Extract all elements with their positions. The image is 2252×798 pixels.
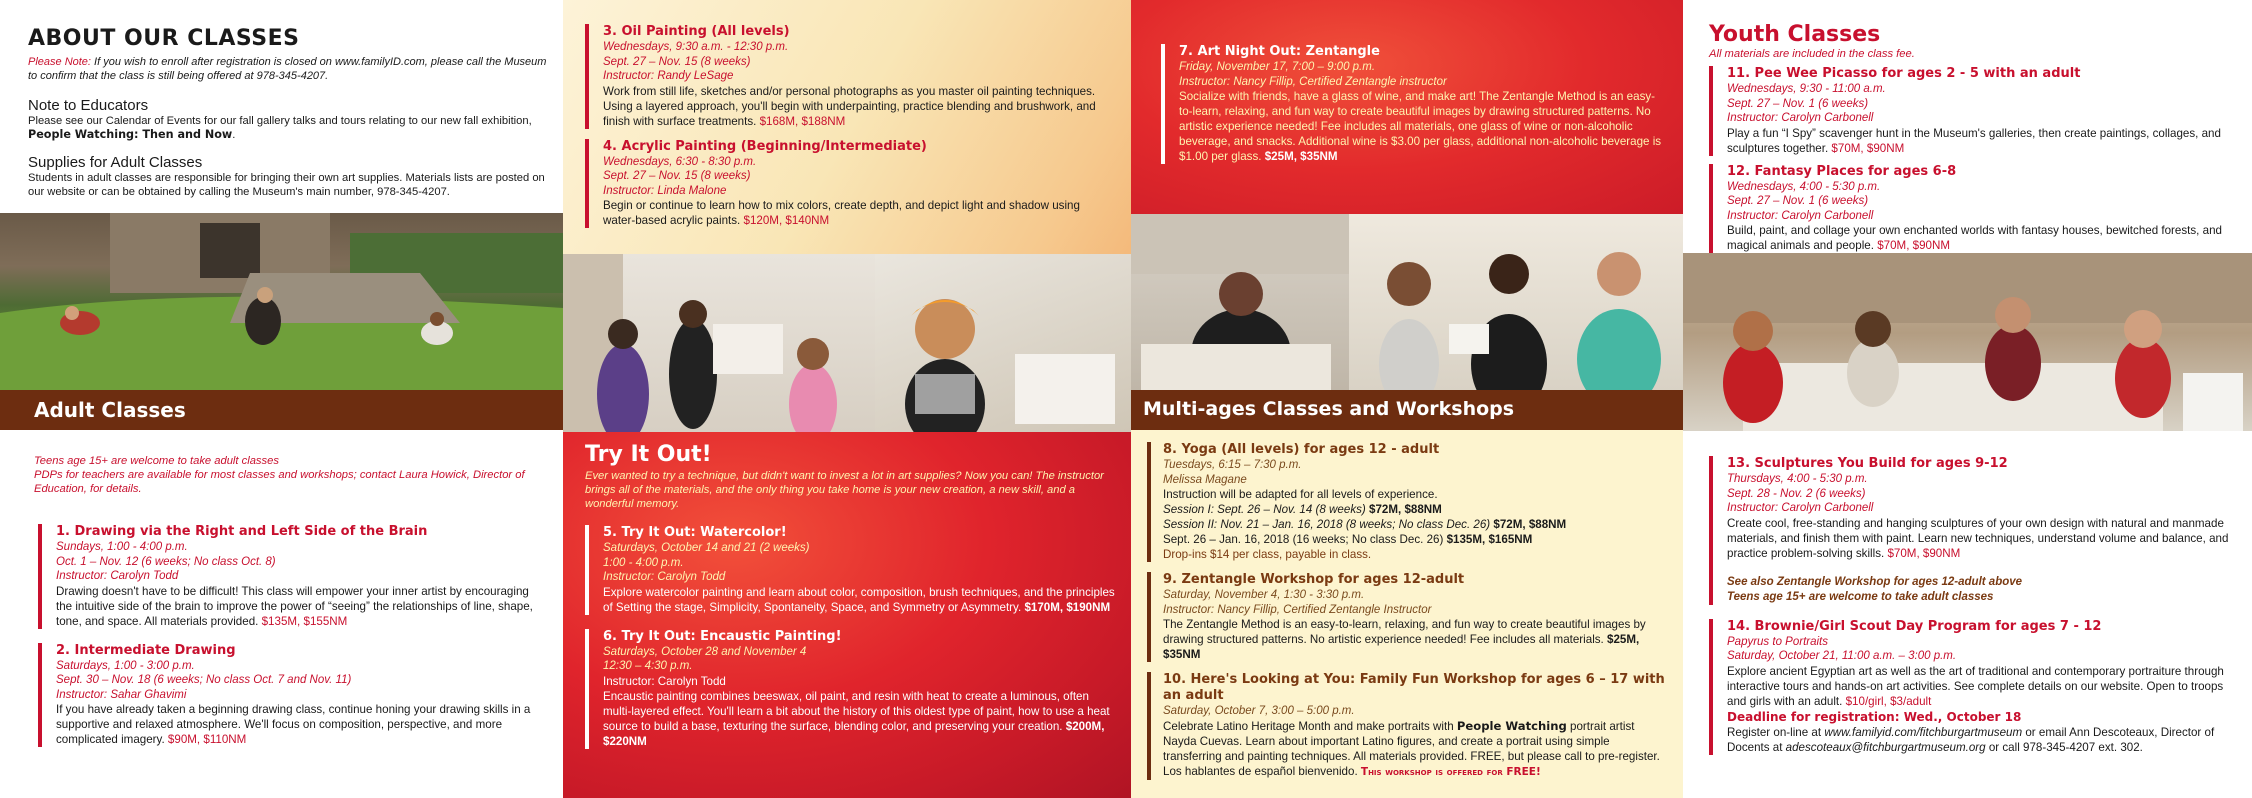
course-schedule: Wednesdays, 6:30 - 8:30 p.m. — [603, 155, 757, 168]
course-dates: Sept. 27 – Nov. 15 (8 weeks) — [603, 55, 751, 68]
zentangle-photo-2 — [1349, 214, 1683, 390]
course-title: 3. Oil Painting (All levels) — [603, 24, 790, 39]
panel-about-adult — [0, 0, 563, 798]
course-price: $25M, $35NM — [1264, 150, 1338, 163]
course-price: $10/girl, $3/adult — [1845, 694, 1932, 708]
course-schedule: Saturday, October 21, 11:00 a.m. – 3:00 p.m. — [1727, 650, 1957, 662]
course-price: $135M, $155NM — [261, 614, 348, 628]
course-title: 9. Zentangle Workshop for ages 12-adult — [1163, 572, 1465, 587]
program-name: Papyrus to Portraits — [1727, 635, 1828, 648]
course-schedule: Wednesdays, 9:30 a.m. - 12:30 p.m. — [603, 41, 789, 53]
course-desc: Work from still life, sketches and/or personal photographs as you master oil painting techniques. Using a layered approach, you'll begin with underpainting, practice blending and brushwork, and finish with surface treatments. $168M, $188NM — [603, 84, 1096, 128]
garden-photo — [0, 213, 563, 390]
registration-info: Register on-line at www.familyid.com/fitchburgartmuseum or email Ann Descoteaux, Director of Docents at adescoteaux@fitchburgartmuseum.org or call 978-345-4207 ext. 302. — [1727, 725, 2215, 754]
course-schedule: Saturdays, 1:00 - 3:00 p.m. — [56, 659, 195, 672]
course-3 — [585, 24, 1105, 129]
educators-text: Please see our Calendar of Events for our fall gallery talks and tours relating to our new fall exhibition, People Watching: Then and Now. — [28, 115, 532, 141]
see-also-2: Teens age 15+ are welcome to take adult classes — [1727, 590, 1994, 603]
course-title: 2. Intermediate Drawing — [56, 642, 236, 658]
course-title: 6. Try It Out: Encaustic Painting! — [603, 628, 842, 644]
yoga-session-3: Sept. 26 – Jan. 16, 2018 (16 weeks; No class Dec. 26) $135M, $165NM — [1163, 533, 1533, 546]
panel-painting-tryitout — [563, 0, 1131, 798]
course-14 — [1709, 619, 2239, 755]
course-desc: The Zentangle Method is an easy-to-learn, relaxing, and fun way to create beautiful images by drawing structured patterns. No artistic experience needed! Fee includes all materials. $25M, $35NM — [1163, 618, 1646, 661]
course-price: $120M, $140NM — [743, 214, 830, 227]
course-12 — [1709, 164, 2239, 254]
course-price: $90M, $110NM — [167, 733, 247, 746]
supplies-text: Students in adult classes are responsible for bringing their own art supplies. Materials lists are posted on our website or can be obtained by calling the Museum's main number, 978-345-4207. — [28, 172, 545, 198]
about-note — [28, 55, 548, 83]
course-instructor: Instructor: Carolyn Todd — [603, 674, 726, 688]
see-also-1: See also Zentangle Workshop for ages 12-adult above — [1727, 575, 2023, 588]
course-title: 4. Acrylic Painting (Beginning/Intermediate) — [603, 138, 927, 154]
course-instructor: Instructor: Carolyn Carbonell — [1727, 502, 1874, 514]
panel-youth — [1683, 0, 2252, 798]
course-price: $70M, $90NM — [1887, 546, 1961, 560]
yoga-session-1: Session I: Sept. 26 – Nov. 14 (8 weeks) $72M, $88NM — [1163, 503, 1442, 516]
youth-classroom-photo — [1683, 253, 2252, 431]
course-desc: Celebrate Latino Heritage Month and make portraits with People Watching portrait artist Nayda Cuevas. Learn about important Latino figures, and create a portrait using simple transferring and painting techniques. All materials provided. FREE, but please call to pre-register. Los hablantes de español bienvenido. This workshop is offered for FREE! — [1163, 718, 1660, 778]
course-dates: Oct. 1 – Nov. 12 (6 weeks; No class Oct. 8) — [56, 555, 276, 568]
course-price: $168M, $188NM — [759, 114, 846, 128]
course-title: 7. Art Night Out: Zentangle — [1179, 44, 1380, 59]
course-price: $200M, $220NM — [603, 719, 1105, 748]
course-desc: Explore watercolor painting and learn about color, composition, brush techniques, and the principles of Setting the stage, Simplicity, Spontaneity, Space, and Symmetry or Asymmetry. $170M, $190NM — [603, 585, 1115, 614]
course-time: 1:00 - 4:00 p.m. — [603, 556, 684, 569]
zentangle-photo-1 — [1131, 214, 1349, 390]
course-instructor: Instructor: Carolyn Todd — [56, 570, 179, 582]
course-time: 12:30 – 4:30 p.m. — [603, 660, 693, 672]
adult-intro-2: PDPs for teachers are available for most classes and workshops; contact Laura Howick, Director of Education, for details. — [34, 469, 525, 495]
garden-photo-illustration — [0, 213, 563, 390]
course-schedule: Sundays, 1:00 - 4:00 p.m. — [56, 541, 188, 553]
course-schedule: Tuesdays, 6:15 – 7:30 p.m. — [1163, 459, 1302, 471]
course-title: 12. Fantasy Places for ages 6-8 — [1727, 163, 1957, 179]
deadline: Deadline for registration: Wed., October 18 — [1727, 709, 2022, 724]
course-title: 5. Try It Out: Watercolor! — [603, 525, 787, 540]
course-price: $170M, $190NM — [1024, 600, 1111, 614]
course-8 — [1147, 442, 1667, 562]
course-dates: Sept. 30 – Nov. 18 (6 weeks; No class Oct. 7 and Nov. 11) — [56, 674, 352, 686]
course-10 — [1147, 672, 1667, 780]
course-title: 1. Drawing via the Right and Left Side of the Brain — [56, 524, 428, 539]
course-6 — [585, 629, 1115, 749]
course-desc: Instruction will be adapted for all levels of experience. — [1163, 488, 1438, 501]
course-dates: Sept. 27 – Nov. 15 (8 weeks) — [603, 170, 751, 182]
course-4 — [585, 139, 1105, 229]
course-desc: Create cool, free-standing and hanging sculptures of your own design with natural and manmade materials, and finish them with paint. Learn new techniques, understand volume and balance, and practice problem-solving skills. $70M, $90NM — [1727, 516, 2229, 560]
child-painting-photo — [875, 254, 1131, 432]
zentangle-photo-illustration — [1131, 214, 1349, 390]
classroom-photo-1 — [563, 254, 875, 432]
supplies-title: Supplies for Adult Classes — [28, 154, 203, 171]
course-price: $70M, $90NM — [1877, 239, 1951, 252]
course-9 — [1147, 572, 1667, 662]
course-instructor: Instructor: Carolyn Todd — [603, 571, 726, 583]
course-desc: If you have already taken a beginning drawing class, continue honing your drawing skills in a supportive and relaxed atmosphere. We'll focus on composition, perspective, and more complicated imagery. $90M, $110NM — [56, 703, 531, 746]
course-title: 10. Here's Looking at You: Family Fun Workshop for ages 6 – 17 with an adult — [1163, 672, 1665, 703]
panel-multiages — [1131, 0, 1683, 798]
course-desc: Socialize with friends, have a glass of wine, and make art! The Zentangle Method is an easy-to-learn, relaxing, and fun way to create beautiful images by drawing structured patterns. No artistic experience needed! Fee includes all materials, one glass of wine or non-alcoholic beverage, and snacks. Additional wine is $3.00 per glass, additional non-alcoholic beverage is $1.00 per glass. $25M, $35NM — [1179, 90, 1662, 163]
yoga-session-2: Session II: Nov. 21 – Jan. 16, 2018 (8 weeks; No class Dec. 26) $72M, $88NM — [1163, 518, 1567, 531]
course-instructor: Instructor: Carolyn Carbonell — [1727, 209, 1874, 222]
educators-title: Note to Educators — [28, 97, 149, 114]
course-desc: Build, paint, and collage your own enchanted worlds with fantasy houses, bewitched forests, and magical animals and people. $70M, $90NM — [1727, 224, 2222, 252]
course-instructor: Instructor: Sahar Ghavimi — [56, 688, 187, 701]
youth-subtitle: All materials are included in the class fee. — [1709, 48, 1915, 60]
course-instructor: Instructor: Randy LeSage — [603, 70, 734, 82]
course-dates: Sept. 27 – Nov. 1 (6 weeks) — [1727, 195, 1869, 207]
course-dates: Sept. 28 - Nov. 2 (6 weeks) — [1727, 487, 1866, 500]
course-1 — [38, 524, 548, 629]
course-desc: Begin or continue to learn how to mix colors, create depth, and depict light and shadow using water-based acrylic paints. $120M, $140NM — [603, 199, 1080, 227]
course-schedule: Wednesdays, 9:30 - 11:00 a.m. — [1727, 83, 1886, 95]
adult-intro-1: Teens age 15+ are welcome to take adult classes — [34, 455, 279, 467]
course-desc: Play a fun “I Spy” scavenger hunt in the Museum's galleries, then create paintings, collages, and sculptures together. $70M, $90NM — [1727, 126, 2221, 155]
adult-bar-title: Adult Classes — [34, 398, 186, 422]
course-schedule: Saturday, October 7, 3:00 – 5:00 p.m. — [1163, 705, 1355, 717]
course-13 — [1709, 456, 2239, 605]
course-desc: Encaustic painting combines beeswax, oil paint, and resin with heat to create a luminous, often multi-layered effect. You'll learn a bit about the history of this oldest type of paint, how to use a heat source to build a base, texturing the surface, blending color, and preserving your creation. $200M, $220NM — [603, 689, 1110, 748]
familyid-link[interactable]: www.familyid.com/fitchburgartmuseum — [1824, 725, 2023, 739]
child-painting-illustration — [875, 254, 1131, 432]
free-notice: This workshop is offered for FREE! — [1360, 765, 1541, 778]
multi-bar-title: Multi-ages Classes and Workshops — [1143, 398, 1515, 420]
course-schedule: Thursdays, 4:00 - 5:30 p.m. — [1727, 473, 1868, 485]
exhibit-name: People Watching: Then and Now — [28, 128, 233, 141]
kids-zentangle-illustration — [1349, 214, 1683, 390]
course-schedule: Saturday, November 4, 1:30 - 3:30 p.m. — [1163, 589, 1365, 601]
course-instructor: Instructor: Linda Malone — [603, 184, 727, 197]
course-title: 8. Yoga (All levels) for ages 12 - adult — [1163, 442, 1440, 457]
classroom-photo-illustration — [563, 254, 875, 432]
course-title: 13. Sculptures You Build for ages 9-12 — [1727, 456, 2008, 471]
course-11 — [1709, 66, 2239, 156]
course-title: 11. Pee Wee Picasso for ages 2 - 5 with an adult — [1727, 66, 2081, 81]
course-price: $70M, $90NM — [1831, 141, 1905, 155]
email-link[interactable]: adescoteaux@fitchburgartmuseum.org — [1785, 740, 1986, 754]
note-label: Please Note: — [28, 56, 91, 68]
course-schedule: Saturdays, October 14 and 21 (2 weeks) — [603, 542, 810, 554]
tryitout-intro: Ever wanted to try a technique, but didn't want to invest a lot in art supplies? Now you can! The instructor brings all of the materials, and the only thing you take home is your new creation, a new skill, and a wonderful memory. — [585, 470, 1104, 510]
about-title: ABOUT OUR CLASSES — [28, 26, 300, 51]
course-instructor: Instructor: Carolyn Carbonell — [1727, 112, 1874, 124]
course-2 — [38, 643, 548, 748]
course-schedule: Friday, November 17, 7:00 – 9:00 p.m. — [1179, 61, 1376, 73]
course-instructor: Instructor: Nancy Fillip, Certified Zentangle Instructor — [1163, 603, 1432, 616]
course-schedule: Saturdays, October 28 and November 4 — [603, 645, 807, 658]
course-schedule: Wednesdays, 4:00 - 5:30 p.m. — [1727, 180, 1881, 193]
course-desc: Explore ancient Egyptian art as well as the art of traditional and contemporary portraiture through interactive tours and hands-on art activities. See complete details on our website. Open to troops and girls with an adult. $10/girl, $3/adult — [1727, 664, 2224, 708]
course-desc: Drawing doesn't have to be difficult! This class will empower your inner artist by encouraging the intuitive side of the brain to improve the power of “seeing” the relationships of line, shape, tone, and space. All materials provided. $135M, $155NM — [56, 584, 533, 628]
youth-title: Youth Classes — [1709, 22, 1881, 47]
course-5 — [585, 525, 1115, 615]
course-7 — [1161, 44, 1666, 164]
yoga-dropin: Drop-ins $14 per class, payable in class. — [1163, 548, 1372, 561]
course-price: $25M, $35NM — [1163, 633, 1640, 661]
course-dates: Sept. 27 – Nov. 1 (6 weeks) — [1727, 97, 1869, 110]
note-text: If you wish to enroll after registration is closed on www.familyID.com, please call the Museum to confirm that the class is still being offered at 978-345-4207. — [28, 56, 547, 82]
course-instructor: Instructor: Nancy Fillip, Certified Zentangle instructor — [1179, 75, 1447, 88]
course-title: 14. Brownie/Girl Scout Day Program for ages 7 - 12 — [1727, 618, 2102, 634]
course-instructor: Melissa Magane — [1163, 473, 1247, 486]
youth-classroom-illustration — [1683, 253, 2252, 431]
tryitout-title: Try It Out! — [585, 442, 712, 467]
